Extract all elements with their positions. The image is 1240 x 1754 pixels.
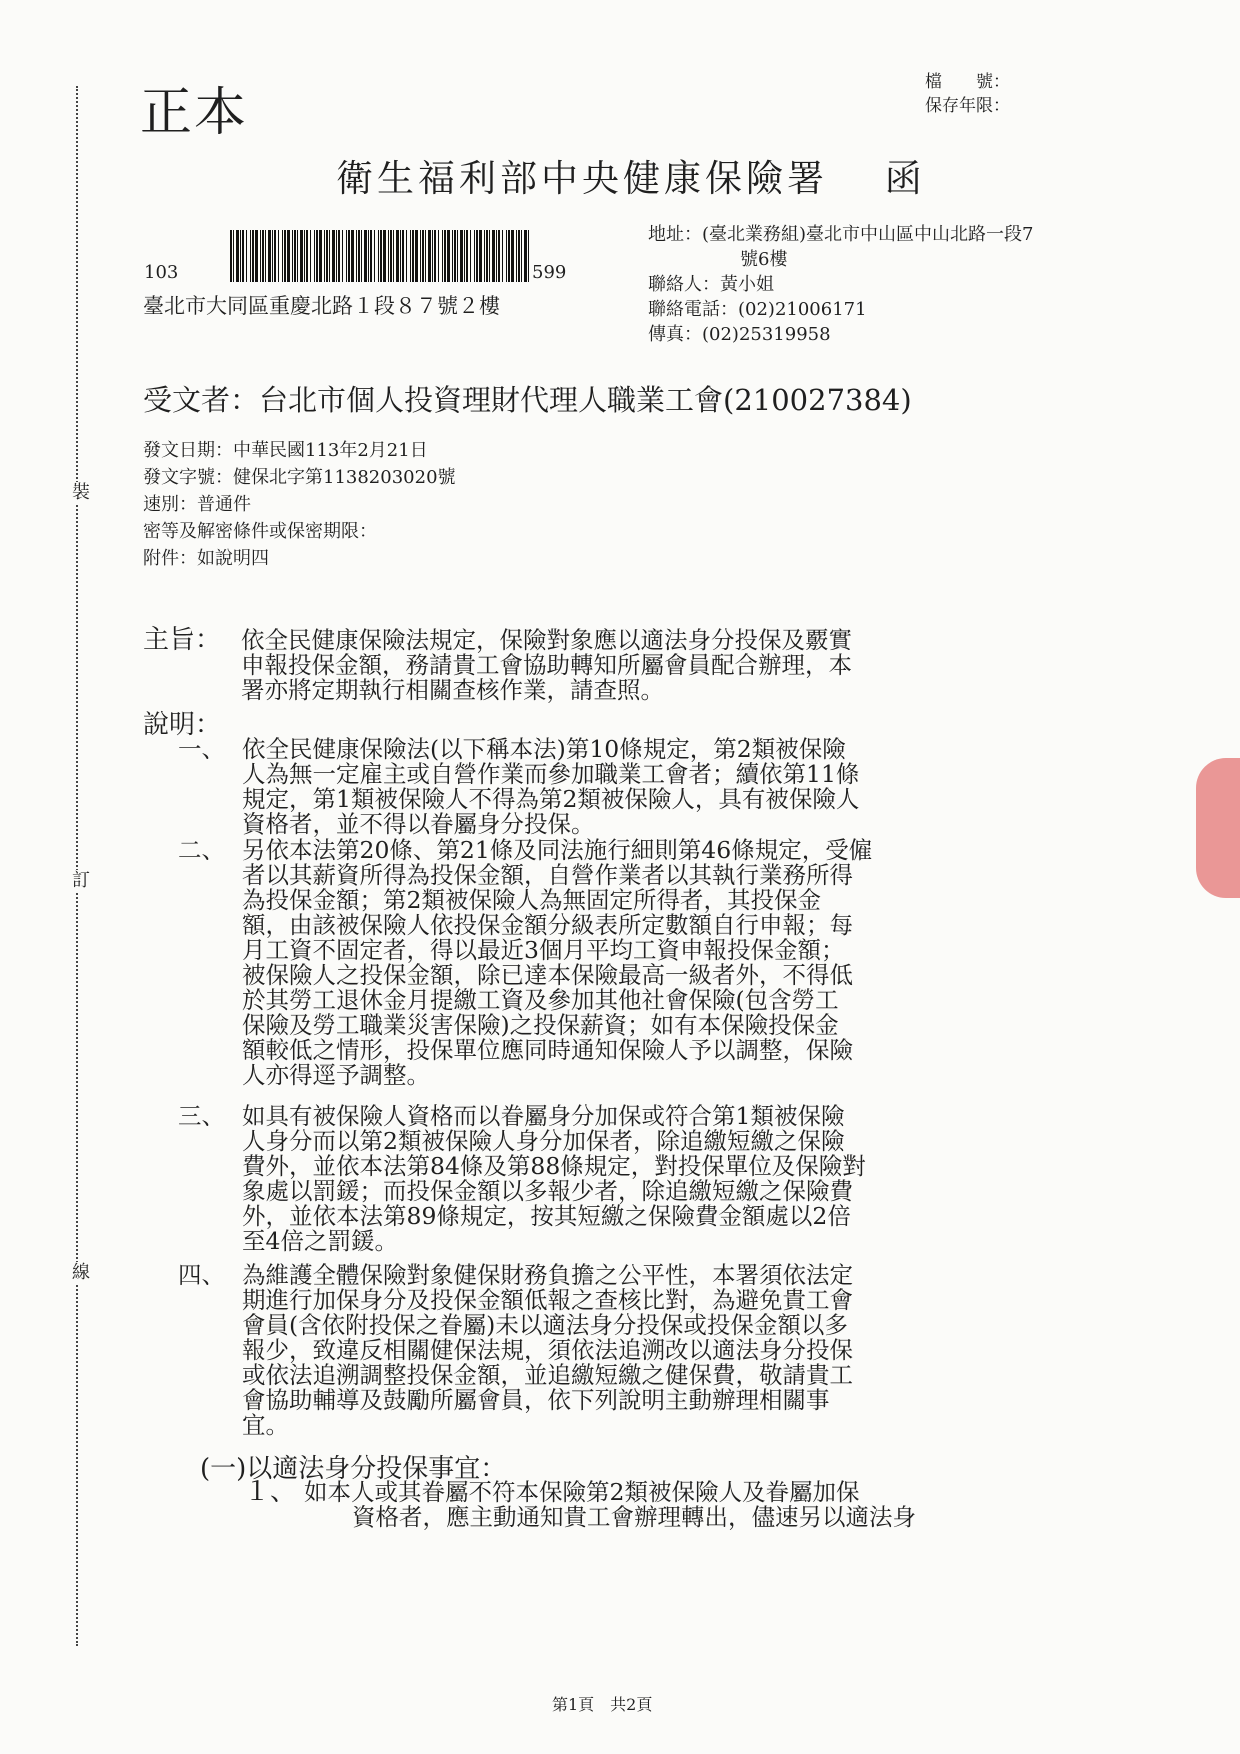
item-line: 為維護全體保險對象健保財務負擔之公平性，本署須依法定 [242, 1261, 853, 1289]
item-line: 象處以罰鍰；而投保金額以多報少者，除追繳短繳之保險費 [242, 1177, 853, 1205]
page-footer: 第1頁 共2頁 [552, 1695, 653, 1714]
archive-number-label: 檔 號： [925, 72, 1010, 92]
contact-person: 聯絡人：黃小姐 [648, 274, 774, 295]
contact-fax: 傳真：(02)25319958 [648, 324, 831, 345]
item-line: 保險及勞工職業災害保險)之投保薪資；如有本保險投保金 [242, 1011, 839, 1039]
document-number: 發文字號：健保北字第1138203020號 [143, 467, 456, 488]
binding-char-zhuang: 裝 [72, 482, 90, 503]
subject-line: 依全民健康保險法規定，保險對象應以適法身分投保及覈實 [241, 626, 852, 654]
copy-mark: 正本 [140, 83, 249, 143]
item-line: 額較低之情形，投保單位應同時通知保險人予以調整，保險 [242, 1036, 853, 1064]
explanation-item-3 [178, 1104, 1128, 1254]
item-line: 另依本法第20條、第21條及同法施行細則第46條規定，受僱 [242, 836, 873, 864]
sub-item-number: １、 [244, 1477, 297, 1507]
item-number: 四、 [178, 1261, 225, 1289]
delivery-speed: 速別：普通件 [143, 494, 251, 515]
zip-code: 103 [144, 262, 179, 283]
item-line: 依全民健康保險法(以下稱本法)第10條規定，第2類被保險 [242, 735, 846, 763]
item-line: 報少，致違反相關健保法規，須依法追溯改以適法身分投保 [242, 1336, 853, 1364]
barcode-number: 599 [532, 262, 567, 283]
seal-stamp [1196, 758, 1240, 898]
item-line: 宜。 [242, 1411, 289, 1439]
sender-address-line1: 地址：(臺北業務組)臺北市中山區中山北路一段7 [648, 224, 1034, 245]
subject-label: 主旨： [143, 625, 222, 655]
item-line: 期進行加保身分及投保金額低報之查核比對，為避免貴工會 [242, 1286, 853, 1314]
sender-address-line2: 號6樓 [740, 249, 788, 270]
item-number: 一、 [178, 735, 225, 763]
subject-line: 申報投保金額，務請貴工會協助轉知所屬會員配合辦理，本 [241, 651, 852, 679]
document-meta [143, 437, 456, 572]
item-line: 資格者，並不得以眷屬身分投保。 [242, 810, 595, 838]
explanation-label: 說明： [143, 710, 222, 740]
item-line: 人為無一定雇主或自營作業而參加職業工會者；續依第11條 [242, 760, 860, 788]
item-line: 人亦得逕予調整。 [242, 1061, 430, 1089]
retention-period-label: 保存年限： [925, 96, 1010, 116]
item-line: 於其勞工退休金月提繳工資及參加其他社會保險(包含勞工 [242, 986, 839, 1014]
item-line: 月工資不固定者，得以最近3個月平均工資申報投保金額； [242, 936, 845, 964]
item-line: 規定，第1類被保險人不得為第2類被保險人，具有被保險人 [242, 785, 860, 813]
sub-item-line: 資格者，應主動通知貴工會辦理轉出，儘速另以適法身 [352, 1503, 916, 1531]
item-line: 為投保金額；第2類被保險人為無固定所得者，其投保金 [242, 886, 821, 914]
subject-paragraph [143, 625, 1123, 704]
item-line: 外，並依本法第89條規定，按其短繳之保險費金額處以2倍 [242, 1202, 851, 1230]
attachment: 附件：如說明四 [143, 548, 269, 569]
explanation-item-4 [178, 1263, 1128, 1438]
sub-section-item-1 [244, 1477, 1124, 1531]
item-line: 人身分而以第2類被保險人身分加保者，除追繳短繳之保險 [242, 1127, 845, 1155]
sub-item-line: 如本人或其眷屬不符本保險第2類被保險人及眷屬加保 [304, 1478, 860, 1506]
item-number: 二、 [178, 836, 225, 864]
recipient: 受文者：台北市個人投資理財代理人職業工會(210027384) [143, 383, 912, 417]
binding-line [76, 86, 78, 1646]
item-line: 至4倍之罰鍰。 [242, 1227, 398, 1255]
contact-phone: 聯絡電話：(02)21006171 [648, 299, 867, 320]
item-number: 三、 [178, 1102, 225, 1130]
subject-line: 署亦將定期執行相關查核作業，請查照。 [241, 676, 664, 704]
item-line: 如具有被保險人資格而以眷屬身分加保或符合第1類被保險 [242, 1102, 845, 1130]
document-title: 衛生福利部中央健康保險署 函 [336, 157, 926, 200]
explanation-item-2 [178, 838, 1128, 1088]
item-line: 額，由該被保險人依投保金額分級表所定數額自行申報；每 [242, 911, 853, 939]
item-line: 者以其薪資所得為投保金額，自營作業者以其執行業務所得 [242, 861, 853, 889]
item-line: 會協助輔導及鼓勵所屬會員，依下列說明主動辦理相關事 [242, 1386, 830, 1414]
item-line: 會員(含依附投保之眷屬)未以適法身分投保或投保金額以多 [242, 1311, 848, 1339]
explanation-item-1 [178, 737, 1128, 837]
item-line: 被保險人之投保金額，除已達本保險最高一級者外，不得低 [242, 961, 853, 989]
barcode [230, 230, 530, 282]
binding-char-ding: 訂 [72, 870, 90, 891]
item-line: 或依法追溯調整投保金額，並追繳短繳之健保費，敬請貴工 [242, 1361, 853, 1389]
archive-info [925, 70, 1010, 118]
mailing-address: 臺北市大同區重慶北路１段８７號２樓 [143, 294, 500, 318]
binding-char-xian: 線 [72, 1262, 90, 1283]
issue-date: 發文日期：中華民國113年2月21日 [143, 440, 428, 461]
item-line: 費外，並依本法第84條及第88條規定，對投保單位及保險對 [242, 1152, 866, 1180]
contact-block [648, 222, 1034, 347]
sub-section-heading: (一)以適法身分投保事宜： [200, 1454, 507, 1484]
secrecy-level: 密等及解密條件或保密期限： [143, 521, 377, 542]
